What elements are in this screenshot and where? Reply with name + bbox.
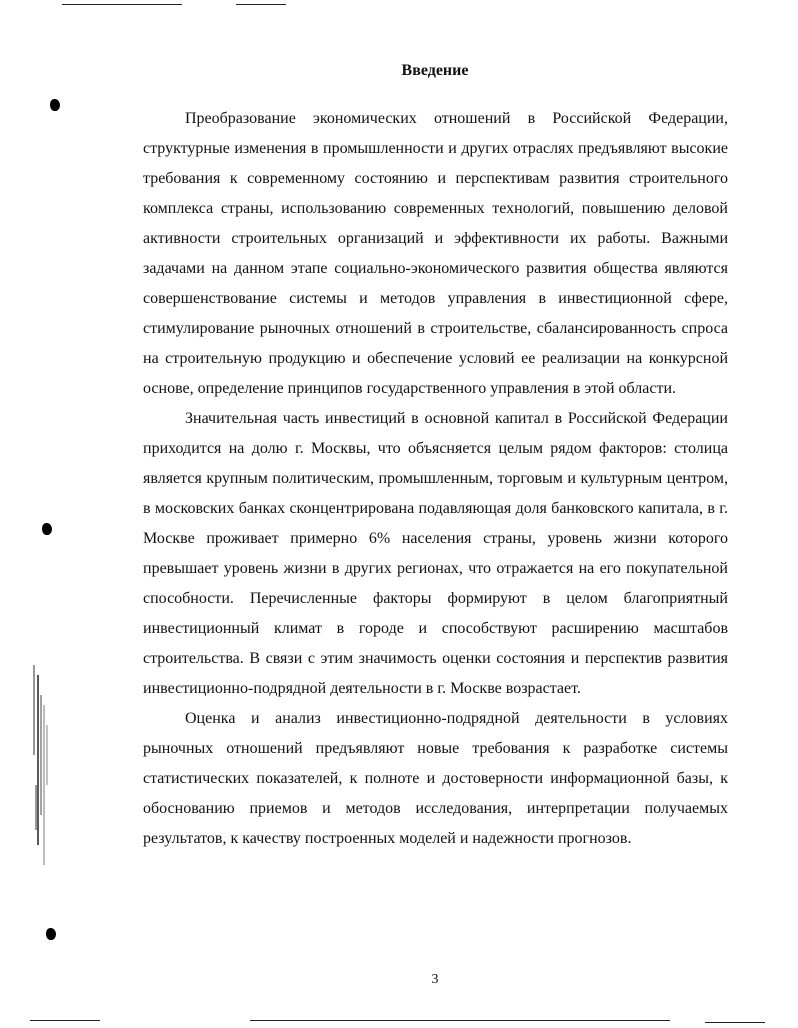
paragraph: Значительная часть инвестиций в основной капитал в Российской Федерации приходится на долю г. Москвы, что объясняется целым рядом факторов: столица является крупным политическим, промышленным, торговым и культурным центром, в московских банках сконцентрирована подавляющая доля банковского капитала, в г. Москве проживает примерно 6% населения страны, уровень жизни которого превышает уровень жизни в других регионах, что отражается на его покупательной способности. Перечисленные факторы формируют в целом благоприятный инвестиционный климат в городе и способствуют расширению масштабов строительства. В связи с этим значимость оценки состояния и перспектив развития инвестиционно-подрядной деятельности в г. Москве возрастает.	[143, 410, 728, 697]
scan-line-top-left	[62, 4, 182, 5]
paragraph: Преобразование экономических отношений в Российской Федерации, структурные изменения в промышленности и других отраслях предъявляют высокие требования к современному состоянию и перспективам развития строительного комплекса страны, использованию современных технологий, повышению деловой активности строительных организаций и эффективности их работы. Важными задачами на данном этапе социально-экономического развития общества являются совершенствование системы и методов управления в инвестиционной сфере, стимулирование рыночных отношений в строительстве, сбалансированность спроса на строительную продукцию и обеспечение условий ее реализации на конкурсной основе, определение принципов государственного управления в этой области.	[143, 110, 728, 397]
body-text	[143, 104, 728, 854]
scan-line-top-mid	[236, 4, 286, 5]
punch-hole-top	[50, 99, 60, 111]
page-number: 3	[431, 972, 439, 987]
scan-line-bottom-right	[705, 1022, 765, 1023]
punch-hole-middle	[42, 523, 52, 535]
punch-hole-bottom	[46, 928, 56, 940]
paragraph: Оценка и анализ инвестиционно-подрядной деятельности в условиях рыночных отношений предъявляют новые требования к разработке системы статистических показателей, к полноте и достоверности информационной базы, к обоснованию приемов и методов исследования, интерпретации получаемых результатов, к качеству построенных моделей и надежности прогнозов.	[143, 710, 728, 847]
scan-line-bottom-left	[30, 1020, 100, 1021]
scan-line-bottom-mid	[250, 1020, 670, 1021]
margin-scan-noise	[30, 665, 52, 875]
page-title: Введение	[401, 62, 469, 79]
